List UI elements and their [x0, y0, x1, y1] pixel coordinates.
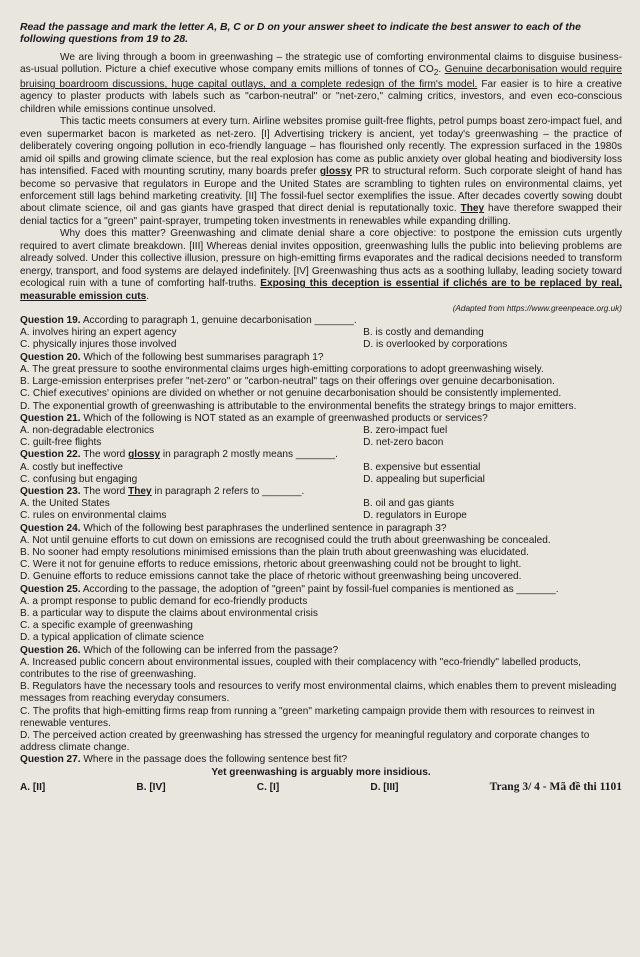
question-19 — [20, 315, 622, 352]
paragraph-3 — [20, 228, 622, 303]
q23-option-a[interactable]: A. the United States — [20, 498, 110, 510]
q26-option-b[interactable]: B. Regulators have the necessary tools and resources to verify most environmental claims, which enables them to prevent misleading messages from reaching everyday consumers. — [20, 681, 617, 705]
q22-option-a[interactable]: A. costly but ineffective — [20, 461, 124, 473]
q19-option-d[interactable]: D. is overlooked by corporations — [363, 339, 508, 351]
word-glossy: glossy — [319, 166, 352, 178]
question-26 — [20, 645, 622, 755]
q24-label: Question 24. — [20, 522, 81, 534]
p1-text-c: Far easier is to hire a creative agency to plaster products with labels such as "carbon-neutral" or "net-zero," calming critics, investors, and even eco-conscious children while emissions continue unsolved. — [20, 78, 622, 115]
passage-source: (Adapted from https://www.greenpeace.org.uk) — [452, 304, 622, 314]
q25-stem: According to the passage, the adoption of "green" paint by fossil-fuel companies is mentioned as _______. — [82, 583, 559, 595]
q20-option-c[interactable]: C. Chief executives' opinions are divided on whether or not genuine decarbonisation should be consistently implemented. — [20, 388, 562, 400]
q22-stem-word: glossy — [128, 449, 161, 461]
q22-option-d[interactable]: D. appealing but superficial — [363, 473, 485, 485]
word-they: They — [460, 203, 485, 215]
q22-label: Question 22. — [20, 449, 81, 461]
q24-option-b[interactable]: B. No sooner had empty resolutions minimised emissions than the plain truth about greenwashing was elucidated. — [20, 546, 529, 558]
p2-text-c: have therefore swapped their denial tactics for a "green" paint-sprayer, trumpeting token investments in renewables while expanding drilling. — [20, 203, 622, 227]
q20-option-b[interactable]: B. Large-emission enterprises prefer "net-zero" or "carbon-neutral" tags on their offerings over genuine decarbonisation. — [20, 376, 555, 388]
q20-stem: Which of the following best summarises paragraph 1? — [83, 351, 324, 363]
q19-option-c[interactable]: C. physically injures those involved — [20, 339, 177, 351]
q26-option-a[interactable]: A. Increased public concern about environmental issues, coupled with their complacency with "eco-friendly" labelled products, contributes to the rise of greenwashing. — [20, 656, 581, 680]
paragraph-2 — [20, 116, 622, 228]
question-21 — [20, 413, 622, 450]
q24-option-d[interactable]: D. Genuine efforts to reduce emissions cannot take the place of rhetoric without greenwashing being uncovered. — [20, 571, 522, 583]
q19-option-a[interactable]: A. involves hiring an expert agency — [20, 327, 177, 339]
q27-option-d[interactable]: D. [III] — [370, 781, 399, 793]
q22-option-c[interactable]: C. confusing but engaging — [20, 473, 138, 485]
q26-option-c[interactable]: C. The profits that high-emitting firms reap from running a "green" marketing campaign provide them with resources to reinvest in renewable ventures. — [20, 705, 595, 729]
question-22 — [20, 449, 622, 486]
q22-option-b[interactable]: B. expensive but essential — [363, 461, 481, 473]
q27-quote: Yet greenwashing is arguably more insidious. — [211, 766, 431, 778]
p3-underlined-sentence: Exposing this deception is essential if clichés are to be replaced by real, measurable emission cuts — [20, 278, 623, 302]
q24-option-a[interactable]: A. Not until genuine efforts to cut down on emissions are recognised could the truth about greenwashing be concealed. — [20, 534, 551, 546]
instructions: Read the passage and mark the letter A, B, C or D on your answer sheet to indicate the best answer to each of the following questions from 19 to 28. — [20, 22, 581, 45]
question-27 — [20, 754, 622, 792]
p2-text-b: PR to structural reform. Such corporate sleight of hand has become so pervasive that regulators in Europe and the United States are scrambling to tighten rules on environmental claims, yet enforcement still lags behind marketing creativity. [II] The fossil-fuel sector exemplifies the issue. After decades covertly sowing doubt about climate science, oil and gas giants have grasped that direct denial is reputationally toxic. — [20, 166, 623, 215]
question-20 — [20, 352, 622, 413]
q25-option-b[interactable]: B. a particular way to dispute the claims about environmental crisis — [20, 607, 318, 619]
q27-option-b[interactable]: B. [IV] — [136, 781, 166, 793]
p1-underlined-sentence: Genuine decarbonisation would require bruising boardroom discussions, huge capital outlays, and a complete redesign of the firm's model. — [20, 64, 623, 90]
reading-passage — [20, 52, 622, 313]
q21-option-b[interactable]: B. zero-impact fuel — [363, 424, 448, 436]
q27-stem: Where in the passage does the following sentence best fit? — [83, 754, 348, 766]
q26-option-d[interactable]: D. The perceived action created by greenwashing has stressed the urgency for meaningful regulatory and corporate changes to address climate change. — [20, 729, 590, 754]
q23-option-d[interactable]: D. regulators in Europe — [363, 510, 467, 522]
p3-text: Why does this matter? Greenwashing and climate denial share a core objective: to postpone the emission cuts urgently required to avert climate breakdown. [III] Whereas denial invites opposition, greenwashing lulls the public into believing problems are already solved. Under this collective illusion, pressure on high-emitting firms evaporates and the radical decisions needed to transform energy, transport, and food systems are delayed indefinitely. [IV] Greenwashing thus acts as a soothing lullaby, leading society toward ecological ruin with a tune of comforting half-truths. — [20, 228, 622, 290]
question-23 — [20, 486, 622, 523]
q21-label: Question 21. — [20, 412, 81, 424]
q26-label: Question 26. — [20, 644, 81, 656]
q23-stem-post: in paragraph 2 refers to _______. — [151, 485, 305, 497]
co2-subscript: 2 — [433, 67, 439, 78]
q21-option-c[interactable]: C. guilt-free flights — [20, 437, 102, 449]
q20-option-d[interactable]: D. The exponential growth of greenwashing is attributable to the environmental benefits the strategy brings to major emitters. — [20, 400, 577, 412]
q19-stem: According to paragraph 1, genuine decarbonisation _______. — [82, 315, 357, 327]
p1-text-b: . — [438, 64, 445, 76]
q24-option-c[interactable]: C. Were it not for genuine efforts to reduce emissions, rhetoric about greenwashing could not be brought to light. — [20, 559, 522, 571]
q21-option-d[interactable]: D. net-zero bacon — [363, 437, 444, 449]
q21-option-a[interactable]: A. non-degradable electronics — [20, 424, 155, 436]
page-footer: Trang 3/ 4 - Mã đề thi 1101 — [489, 780, 622, 793]
question-25 — [20, 584, 622, 645]
q23-option-c[interactable]: C. rules on environmental claims — [20, 510, 167, 522]
paragraph-1 — [20, 52, 622, 116]
q23-stem-word: They — [128, 485, 152, 497]
q23-option-b[interactable]: B. oil and gas giants — [363, 498, 455, 510]
q21-stem: Which of the following is NOT stated as an example of greenwashed products or services? — [83, 412, 488, 424]
question-24 — [20, 523, 622, 584]
q25-label: Question 25. — [20, 583, 81, 595]
p3-end: . — [146, 290, 150, 302]
q19-label: Question 19. — [20, 315, 81, 327]
q24-stem: Which of the following best paraphrases the underlined sentence in paragraph 3? — [83, 522, 447, 534]
q22-stem-pre: The word — [83, 449, 129, 461]
q20-option-a[interactable]: A. The great pressure to soothe environmental claims urges high-emitting corporations to adopt greenwashing wisely. — [20, 363, 544, 375]
q25-option-d[interactable]: D. a typical application of climate science — [20, 632, 205, 644]
q23-label: Question 23. — [20, 485, 81, 497]
q25-option-c[interactable]: C. a specific example of greenwashing — [20, 620, 193, 632]
q27-option-c[interactable]: C. [I] — [256, 781, 280, 793]
q19-option-b[interactable]: B. is costly and demanding — [363, 327, 484, 339]
p1-text: We are living through a boom in greenwashing – the strategic use of comforting environmental claims to disguise business-as-usual pollution. Picture a chief executive whose company emits millions of tonnes of CO — [20, 52, 622, 76]
q22-stem-post: in paragraph 2 mostly means _______. — [160, 449, 338, 461]
q20-label: Question 20. — [20, 351, 81, 363]
q23-stem-pre: The word — [83, 485, 129, 497]
q27-label: Question 27. — [20, 754, 81, 766]
q27-option-a[interactable]: A. [II] — [20, 781, 46, 793]
q26-stem: Which of the following can be inferred from the passage? — [83, 644, 339, 656]
p2-text: This tactic meets consumers at every turn. Airline websites promise guilt-free flights, petrol pumps boast zero-impact fuel, and even supermarket bacon is marketed as net-zero. [I] Advertising trickery is ancient, yet today's greenwashing – the practice of deliberately covering ongoing pollution in eco-friendly language – has flourished only recently. The expression surfaced in the 1980s amid oil spills and growing climate science, but the real explosion has come as public anxiety over global heating and biodiversity loss has intensified. Faced with mounting scrutiny, many boards prefer — [20, 116, 622, 178]
q25-option-a[interactable]: A. a prompt response to public demand for eco-friendly products — [20, 595, 308, 607]
